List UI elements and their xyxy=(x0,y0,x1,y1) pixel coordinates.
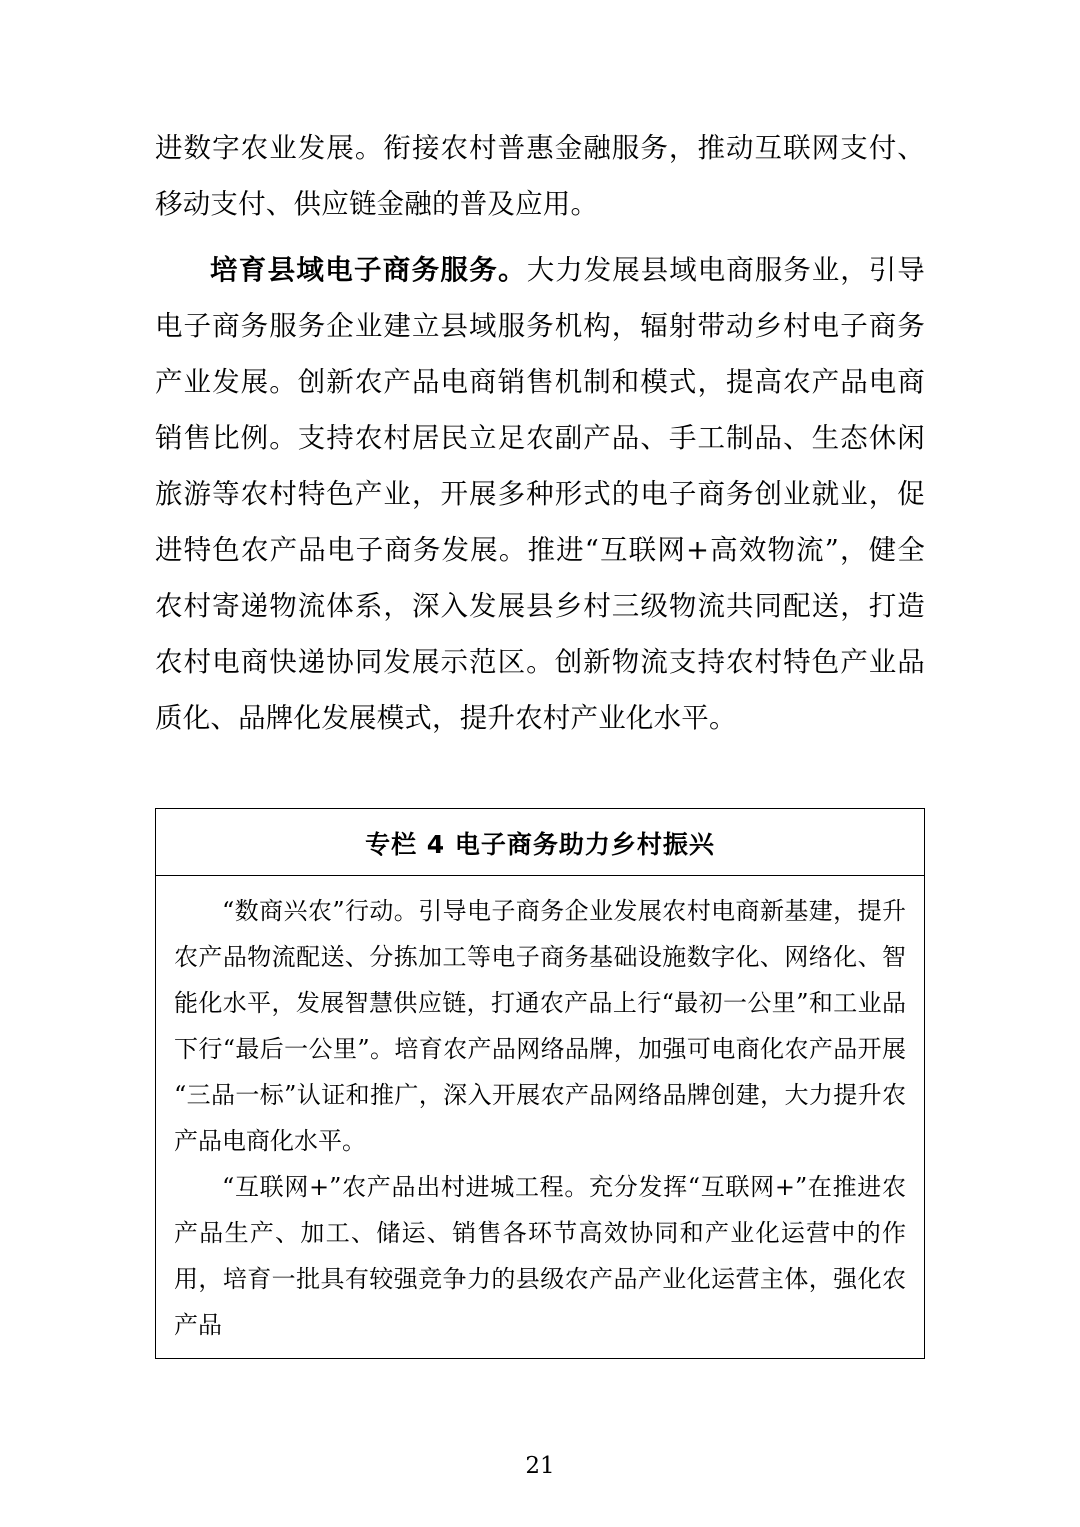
paragraph-continued: 进数字农业发展。衔接农村普惠金融服务，推动互联网支付、移动支付、供应链金融的普及应用。 xyxy=(155,132,925,220)
paragraph-county-ecommerce xyxy=(155,242,925,746)
paragraph-body: 大力发展县域电商服务业，引导电子商务服务企业建立县域服务机构，辐射带动乡村电子商务产业发展。创新农产品电商销售机制和模式，提高农产品电商销售比例。支持农村居民立足农副产品、手工制品、生态休闲旅游等农村特色产业，开展多种形式的电子商务创业就业，促进特色农产品电子商务发展。推进“互联网+高效物流”，健全农村寄递物流体系，深入发展县乡村三级物流共同配送，打造农村电商快递协同发展示范区。创新物流支持农村特色产业品质化、品牌化发展模式，提升农村产业化水平。 xyxy=(155,254,925,734)
callout-body xyxy=(156,876,924,1358)
callout-title: 专栏 4 电子商务助力乡村振兴 xyxy=(156,809,924,876)
paragraph-spacer xyxy=(155,232,925,242)
paragraph-lead-heading: 培育县域电子商务服务。 xyxy=(210,254,527,286)
callout-box-column-4 xyxy=(155,808,925,1359)
callout-paragraph-2: “互联网+”农产品出村进城工程。充分发挥“互联网+”在推进农产品生产、加工、储运、销售各环节高效协同和产业化运营中的作用，培育一批具有较强竞争力的县级农产品产业化运营主体，强化农产品 xyxy=(174,1173,906,1339)
callout-paragraph-1: “数商兴农”行动。引导电子商务企业发展农村电商新基建，提升农产品物流配送、分拣加工等电子商务基础设施数字化、网络化、智能化水平，发展智慧供应链，打通农产品上行“最初一公里”和工业品下行“最后一公里”。培育农产品网络品牌，加强可电商化农产品开展“三品一标”认证和推广，深入开展农产品网络品牌创建，大力提升农产品电商化水平。 xyxy=(174,897,906,1155)
page-number: 21 xyxy=(525,1453,555,1479)
callout-spacer xyxy=(155,746,925,808)
main-text-column xyxy=(155,120,925,746)
